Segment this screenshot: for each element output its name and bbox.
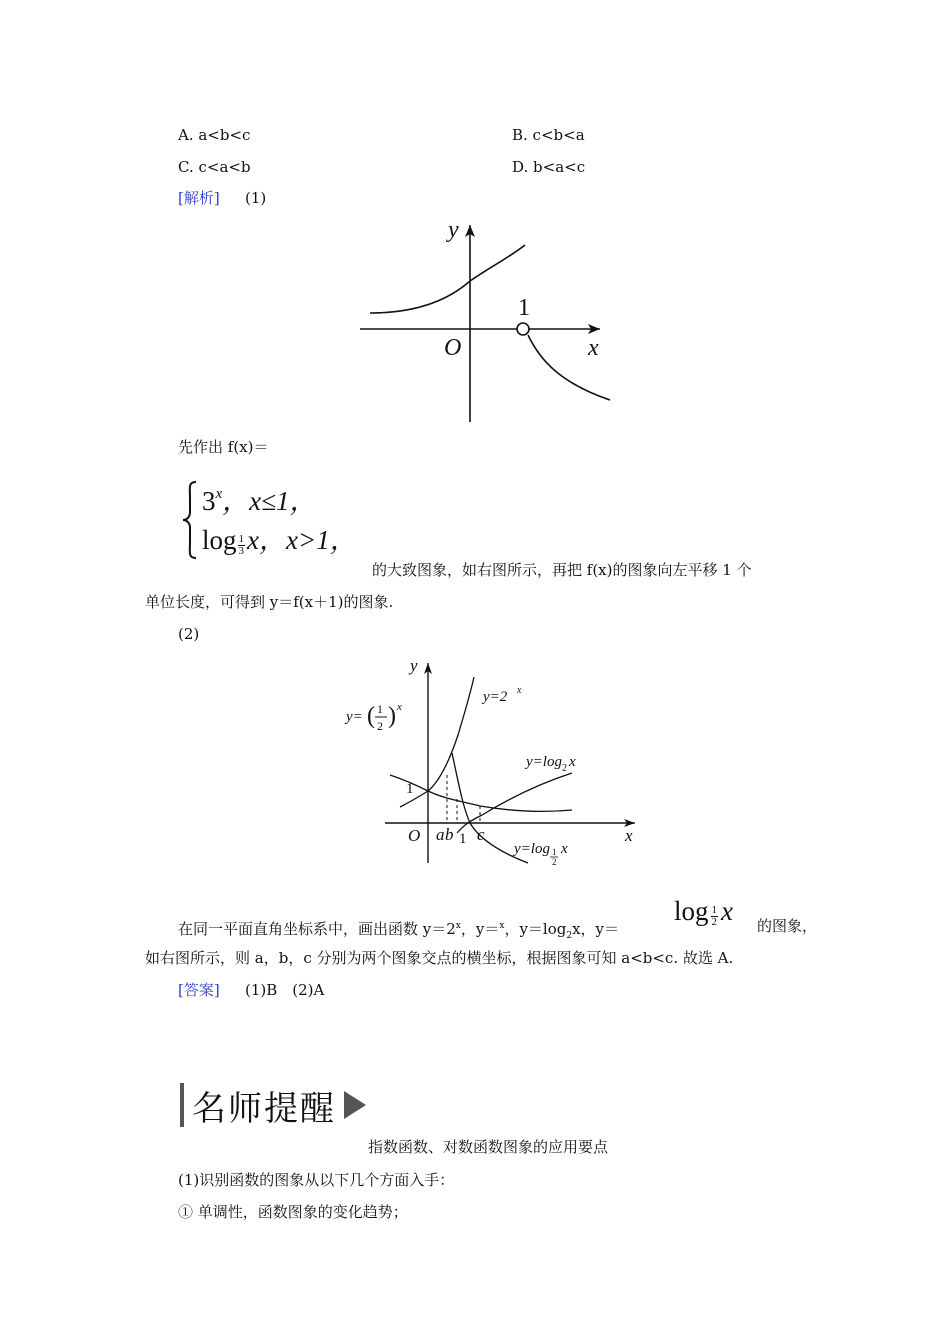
- para2-end: 的图象，: [757, 917, 818, 935]
- para2-log-formula: [674, 893, 733, 928]
- fig1-x-label: x: [588, 335, 599, 361]
- tip-heading-text: 名师提醒: [192, 1088, 336, 1129]
- fig2-y-label: y: [410, 656, 418, 675]
- piece-top-base: 3: [202, 486, 216, 516]
- piece-bottom-rest: x，x>1，: [247, 524, 357, 555]
- fig2-log2-label: y=log: [526, 754, 562, 770]
- piece-top-exp: x: [215, 486, 223, 502]
- fig2-half-paren-open: (: [367, 703, 375, 729]
- para2-mid: ，y＝: [460, 920, 500, 938]
- text-after-piecewise: 的大致图象，如右图所示，再把 f(x)的图象向左平移 1 个: [372, 561, 752, 579]
- text-unit-length: 单位长度，可得到 y＝f(x＋1)的图象.: [145, 593, 394, 611]
- fig2-half-den: 2: [377, 719, 383, 733]
- para2-sup2: x: [499, 921, 505, 931]
- para2-start: 在同一平面直角坐标系中，画出函数 y＝2: [178, 920, 456, 938]
- para2-mid3: x，y＝: [572, 920, 620, 938]
- para2-log-word: log: [674, 895, 709, 926]
- fig1-y-label: y: [448, 217, 459, 243]
- fig2-loghalf-den: 2: [552, 857, 557, 867]
- option-d: D. b<a<c: [512, 158, 586, 176]
- tip-heading-arrow-icon: [344, 1091, 366, 1119]
- tip-heading: [180, 1080, 366, 1130]
- fig2-c-label: c: [477, 825, 485, 844]
- fig1-origin-label: O: [444, 335, 462, 361]
- fig2-log2-sub: 2: [562, 763, 567, 774]
- fig2-half-prefix: y=: [346, 709, 363, 725]
- fig2-loghalf-num: 1: [552, 847, 557, 857]
- para2-sub: 2: [566, 931, 573, 941]
- para2-log-base-num: 1: [711, 904, 718, 916]
- para2-line1: [178, 916, 619, 946]
- fig2-half-paren-close: ): [388, 703, 396, 729]
- piece-top: [202, 478, 316, 517]
- fig2-b-label: b: [445, 825, 454, 844]
- analysis-tag: [解析]: [178, 189, 220, 207]
- fig2-2x-exp: x: [517, 685, 522, 696]
- piece-bottom-base-num: 1: [238, 533, 245, 545]
- fig2-loghalf-x: x: [561, 841, 568, 857]
- tip-subtitle: 指数函数、对数函数图象的应用要点: [368, 1138, 609, 1156]
- tip-line2: ① 单调性，函数图象的变化趋势；: [178, 1203, 408, 1221]
- fig1-one-label: 1: [518, 295, 530, 321]
- option-c: C. c<a<b: [178, 158, 251, 176]
- fig2-x-label: x: [625, 826, 633, 845]
- para2-line2: 如右图所示，则 a，b，c 分别为两个图象交点的横坐标，根据图象可知 a<b<c. 故选 A.: [145, 949, 734, 967]
- answer-tag: [答案]: [178, 981, 220, 999]
- option-a: A. a<b<c: [178, 126, 251, 144]
- piecewise-function: [180, 478, 380, 562]
- piece-bottom-base-den: 3: [238, 545, 245, 557]
- fig2-one-y-label: 1: [406, 781, 414, 797]
- fig2-one-x-label: 1: [459, 831, 467, 847]
- para2-sup: x: [455, 921, 461, 931]
- fig2-half-exp: x: [397, 701, 402, 713]
- para2-log-base-den: 2: [711, 916, 718, 928]
- option-b: B. c<b<a: [512, 126, 585, 144]
- tip-heading-bar: [180, 1083, 184, 1127]
- fig2-log2-x: x: [569, 754, 576, 770]
- figure-1: [360, 215, 620, 425]
- part2-label: (2): [178, 625, 200, 643]
- piece-top-cond: ，x≤1，: [222, 486, 317, 516]
- fig2-loghalf-label: y=log: [514, 841, 550, 857]
- tip-line1: (1)识别函数的图象从以下几个方面入手：: [178, 1171, 455, 1189]
- piecewise-brace: [180, 478, 200, 562]
- answer-text: (1)B (2)A: [245, 981, 325, 999]
- piece-bottom: [202, 522, 357, 557]
- fig2-a-label: a: [436, 825, 445, 844]
- para2-mid2: ，y＝log: [504, 920, 567, 938]
- para2-log-base: [711, 905, 719, 928]
- piece-bottom-base: [238, 534, 246, 557]
- piece-bottom-log: log: [202, 524, 237, 555]
- figure-2: [340, 655, 650, 870]
- text-first-line: 先作出 f(x)＝: [178, 438, 269, 456]
- fig2-half-num: 1: [377, 702, 383, 716]
- para2-log-x: x: [721, 895, 733, 926]
- fig2-origin-label: O: [408, 826, 421, 845]
- fig2-2x-label: y=2: [483, 689, 508, 705]
- part1-label: (1): [245, 189, 267, 207]
